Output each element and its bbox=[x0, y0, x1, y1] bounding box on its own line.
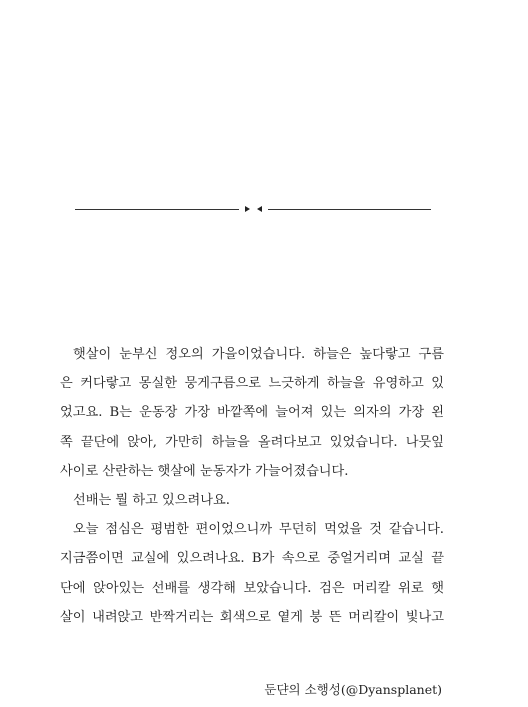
divider-line-left bbox=[75, 209, 239, 210]
text-line: 살이 내려앉고 반짝거리는 회색으로 옅게 붕 뜬 머리칼이 빛나고 bbox=[60, 609, 444, 625]
triangle-ornament-icon bbox=[239, 206, 268, 212]
paragraph-1 bbox=[60, 340, 444, 486]
triangle-right-icon bbox=[245, 206, 250, 212]
story-body bbox=[60, 340, 444, 632]
section-divider bbox=[75, 202, 431, 216]
text-line: 오늘 점심은 평범한 편이었으니까 무던히 먹었을 것 같습니다. bbox=[73, 522, 444, 538]
text-line: 햇살이 눈부신 정오의 가을이었습니다. 하늘은 높다랗고 구름 bbox=[73, 347, 444, 362]
text-line: 쪽 끝단에 앉아, 가만히 하늘을 올려다보고 있었습니다. 나뭇잎 bbox=[60, 434, 444, 450]
text-line: 은 커다랗고 몽실한 뭉게구름으로 느긋하게 하늘을 유영하고 있 bbox=[60, 376, 444, 392]
text-line: 지금쯤이면 교실에 있으려나요. B가 속으로 중얼거리며 교실 끝 bbox=[60, 551, 444, 567]
paragraph-2 bbox=[60, 486, 444, 515]
author-credit: 둔댠의 소행성(@Dyansplanet) bbox=[264, 682, 442, 697]
paragraph-3 bbox=[60, 515, 444, 632]
text-line: 단에 앉아있는 선배를 생각해 보았습니다. 검은 머리칼 위로 햇 bbox=[60, 580, 444, 596]
text-line: 선배는 뭘 하고 있으려나요. bbox=[73, 492, 230, 508]
triangle-left-icon bbox=[257, 206, 262, 212]
text-line: 사이로 산란하는 햇살에 눈동자가 가늘어졌습니다. bbox=[60, 463, 349, 479]
text-line: 었고요. B는 운동장 가장 바깥쪽에 늘어져 있는 의자의 가장 왼 bbox=[60, 405, 444, 421]
divider-line-right bbox=[268, 209, 432, 210]
